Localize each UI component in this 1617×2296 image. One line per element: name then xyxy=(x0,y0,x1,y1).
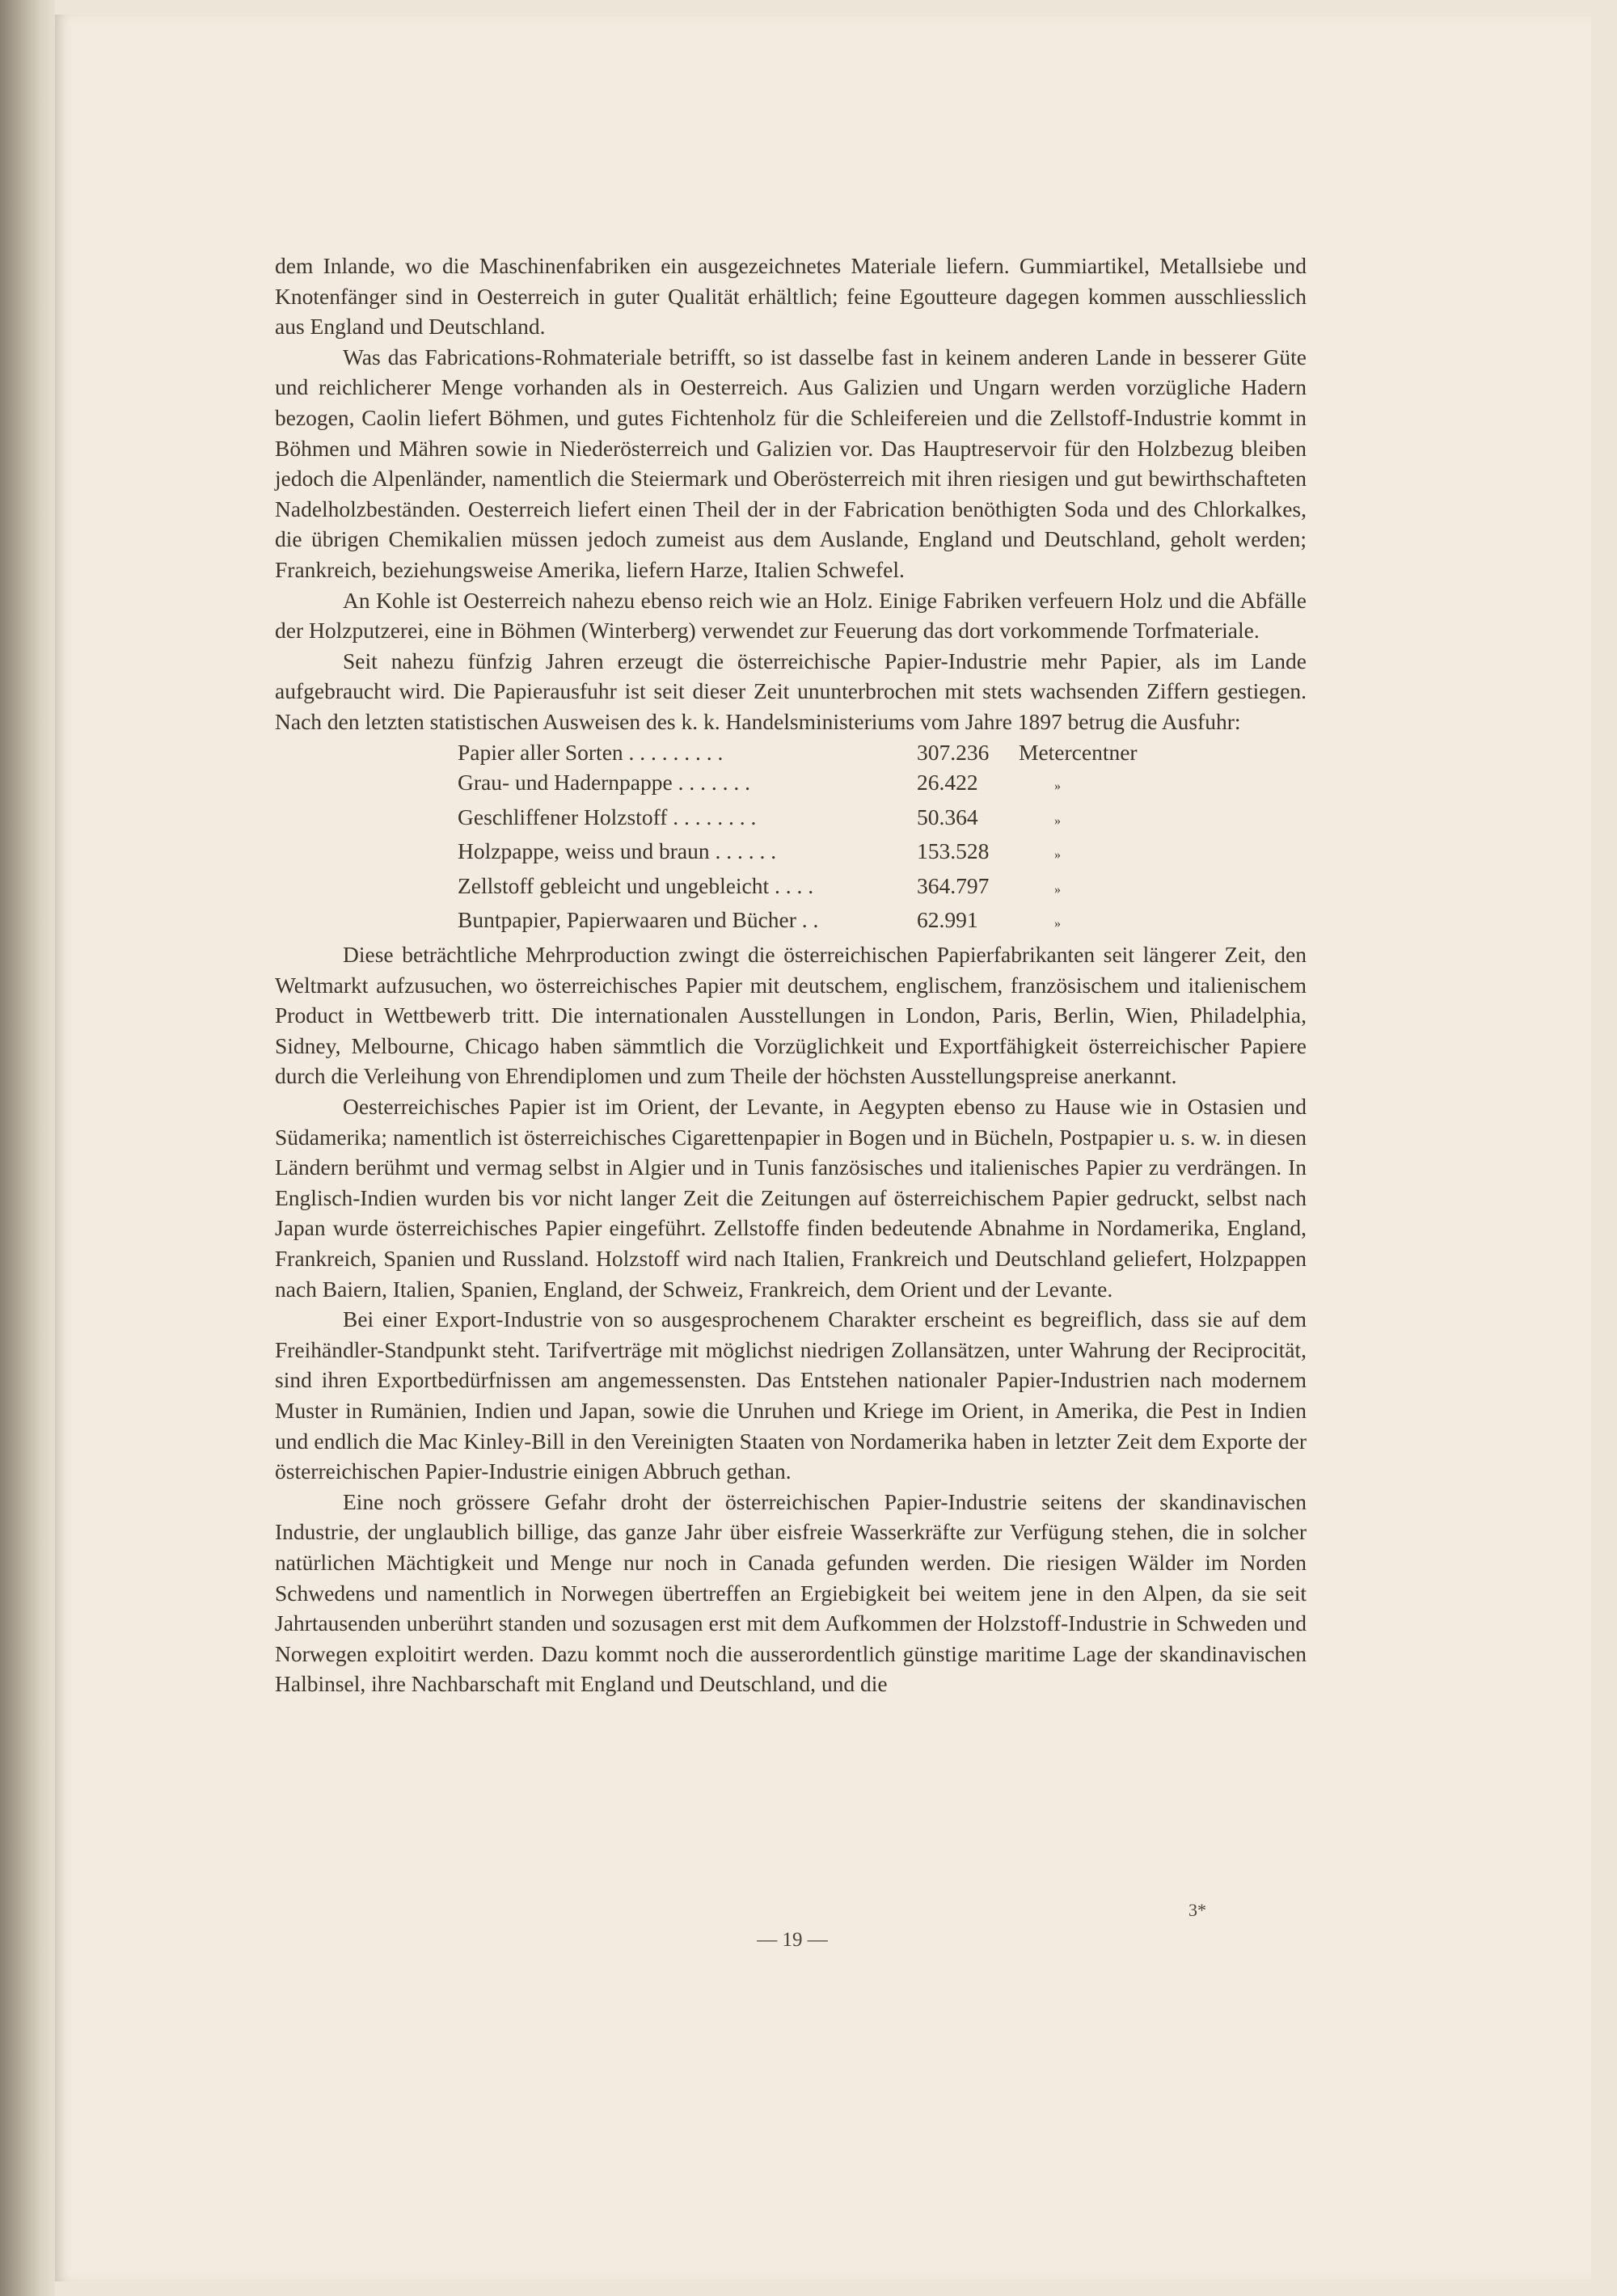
ditto-mark: » xyxy=(1054,813,1061,828)
export-unit: Metercentner xyxy=(1019,739,1138,765)
export-item: Geschliffener Holzstoff . . . . . . . . xyxy=(458,804,757,829)
page-number: — 19 — xyxy=(757,1929,828,1951)
table-row xyxy=(458,767,1138,802)
body-text xyxy=(275,251,1307,1699)
export-item: Papier aller Sorten . . . . . . . . . xyxy=(458,739,724,765)
paragraph: Bei einer Export-Industrie von so ausgesprochenem Charakter erscheint es begreiflich, dass sie auf dem Freihändler-Standpunkt steht. Tarifverträge mit möglichst niedrigen Zollansätzen, unter Wahrung der Reciprocität, sind ihren Exportbedürfnissen am angemessensten. Das Entstehen nationaler Papier-Industrien nach modernem Muster in Rumänien, Indien und Japan, sowie die Unruhen und Kriege im Orient, in Amerika, die Pest in Indien und endlich die Mac Kinley-Bill in den Vereinigten Staaten von Nordamerika haben in letzter Zeit dem Exporte der österreichischen Papier-Industrie einigen Abbruch gethan. xyxy=(275,1306,1307,1484)
paragraph: An Kohle ist Oesterreich nahezu ebenso reich wie an Holz. Einige Fabriken verfeuern Holz und die Abfälle der Holzputzerei, eine in Böhmen (Winterberg) verwendet zur Feuerung das dort vorkommende Torfmateriale. xyxy=(275,587,1307,644)
ditto-mark: » xyxy=(1054,882,1061,897)
table-row xyxy=(458,737,1138,768)
export-value: 62.991 xyxy=(917,907,978,933)
ditto-mark: » xyxy=(1054,848,1061,863)
paragraph: Was das Fabrications-Rohmateriale betrifft, so ist dasselbe fast in keinem anderen Lande in besserer Güte und reichlicherer Menge vorhanden als in Oesterreich. Aus Galizien und Ungarn werden vorzügliche Hadern bezogen, Caolin liefert Böhmen, und gutes Fichtenholz für die Schleifereien und die Zellstoff-Industrie kommt in Böhmen und Mähren sowie in Niederösterreich und Galizien vor. Das Hauptreservoir für den Holzbezug bleiben jedoch die Alpenländer, namentlich die Steiermark und Oberösterreich mit ihren riesigen und gut bewirthschafteten Nadelholzbeständen. Oesterreich liefert einen Theil der in der Fabrication benöthigten Soda und des Chlorkalkes, die übrigen Chemikalien müssen jedoch zumeist aus dem Auslande, England und Deutschland, geholt werden; Frankreich, beziehungsweise Amerika, liefern Harze, Italien Schwefel. xyxy=(275,344,1307,582)
book-binding-edge xyxy=(0,0,55,2296)
ditto-mark: » xyxy=(1054,779,1061,794)
export-value: 50.364 xyxy=(917,804,978,829)
table-row xyxy=(458,836,1138,871)
ditto-mark: » xyxy=(1054,917,1061,931)
export-item: Buntpapier, Papierwaaren und Bücher . . xyxy=(458,907,819,933)
export-value: 153.528 xyxy=(917,838,990,864)
paragraph: Seit nahezu fünfzig Jahren erzeugt die österreichische Papier-Industrie mehr Papier, als im Lande aufgebraucht wird. Die Papierausfuhr ist seit dieser Zeit ununterbrochen mit stets wachsenden Ziffern gestiegen. Nach den letzten statistischen Ausweisen des k. k. Handelsministeriums vom Jahre 1897 betrug die Ausfuhr: xyxy=(275,648,1307,734)
paragraph: dem Inlande, wo die Maschinenfabriken ein ausgezeichnetes Materiale liefern. Gummiartikel, Metallsiebe und Knotenfänger sind in Oesterreich in guter Qualität erhältlich; feine Egoutteure dagegen kommen ausschliesslich aus England und Deutschland. xyxy=(275,253,1307,340)
export-statistics-table xyxy=(458,737,1138,940)
export-value: 26.422 xyxy=(917,770,978,796)
table-row xyxy=(458,905,1138,939)
export-item: Holzpappe, weiss und braun . . . . . . xyxy=(458,838,777,864)
paragraph: Eine noch grössere Gefahr droht der österreichischen Papier-Industrie seitens der skandinavischen Industrie, der unglaublich billige, das ganze Jahr über eisfreie Wasserkräfte zur Verfügung stehen, die in solcher natürlichen Mächtigkeit und Menge nur noch in Canada gefunden werden. Die riesigen Wälder im Norden Schwedens und namentlich in Norwegen übertreffen an Ergiebigkeit bei weitem jene in den Alpen, da sie seit Jahrtausenden unberührt standen und sozusagen erst mit dem Aufkommen der Holzstoff-Industrie in Schweden und Norwegen exploitirt werden. Dazu kommt noch die ausserordentlich günstige maritime Lage der skandinavischen Halbinsel, ihre Nachbarschaft mit England und Deutschland, und die xyxy=(275,1488,1307,1697)
signature-mark: 3* xyxy=(1188,1900,1206,1920)
table-row xyxy=(458,802,1138,837)
paragraph: Diese beträchtliche Mehrproduction zwingt die österreichischen Papierfabrikanten seit längerer Zeit, den Weltmarkt aufzusuchen, wo österreichisches Papier mit deutschem, englischem, französischem und italienischem Product in Wettbewerb tritt. Die internationalen Ausstellungen in London, Paris, Berlin, Wien, Philadelphia, Sidney, Melbourne, Chicago haben sämmtlich die Vorzüglichkeit und Exportfähigkeit österreichischer Papiere durch die Verleihung von Ehrendiplomen und zum Theile der höchsten Ausstellungspreise anerkannt. xyxy=(275,942,1307,1089)
export-value: 307.236 xyxy=(917,739,990,765)
table-row xyxy=(458,871,1138,905)
paragraph: Oesterreichisches Papier ist im Orient, der Levante, in Aegypten ebenso zu Hause wie in Ostasien und Südamerika; namentlich ist österreichisches Cigarettenpapier in Bogen und in Bücheln, Postpapier u. s. w. in diesen Ländern berühmt und vermag selbst in Algier und in Tunis fanzösisches und italienisches Papier zu verdrängen. In Englisch-Indien wurden bis vor nicht langer Zeit die Zeitungen auf österreichischem Papier gedruckt, selbst nach Japan wurde österreichisches Papier eingeführt. Zellstoffe finden bedeutende Abnahme in Nordamerika, England, Frankreich, Spanien und Russland. Holzstoff wird nach Italien, Frankreich und Deutschland geliefert, Holzpappen nach Baiern, Italien, Spanien, England, der Schweiz, Frankreich, dem Orient und der Levante. xyxy=(275,1094,1307,1302)
export-value: 364.797 xyxy=(917,872,990,898)
export-item: Zellstoff gebleicht und ungebleicht . . . . xyxy=(458,872,814,898)
export-item: Grau- und Hadernpappe . . . . . . . xyxy=(458,770,750,796)
